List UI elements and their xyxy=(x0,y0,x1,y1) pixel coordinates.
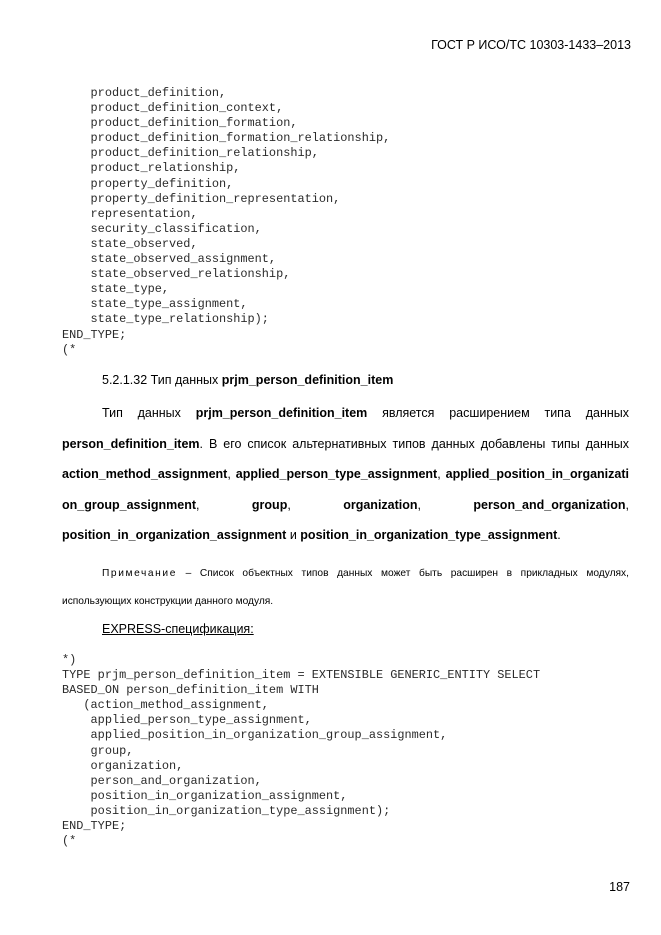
para-text: . В его список альтернативных типов данных добавлены типы данных xyxy=(199,436,629,451)
para-text: , xyxy=(625,497,629,512)
section-title-name: prjm_person_definition_item xyxy=(221,373,394,387)
description-paragraph xyxy=(62,398,629,551)
standard-header: ГОСТ Р ИСО/ТС 10303-1433–2013 xyxy=(431,38,631,52)
section-heading xyxy=(102,373,393,387)
type-name: person_and_organization xyxy=(473,497,626,512)
type-name: applied_position_in_organization_group_assignment xyxy=(62,467,629,512)
para-text: , xyxy=(417,497,422,512)
express-spec-label: EXPRESS-спецификация: xyxy=(102,622,254,636)
para-text: Тип данных xyxy=(102,406,181,420)
type-name: action_method_assignment xyxy=(62,467,228,482)
type-name: organization xyxy=(343,497,418,512)
para-text: и xyxy=(289,528,297,543)
section-title-prefix: Тип данных xyxy=(150,373,219,387)
page-number: 187 xyxy=(609,880,630,894)
type-name: position_in_organization_assignment xyxy=(62,528,287,543)
type-name: position_in_organization_type_assignment xyxy=(300,528,558,543)
note-paragraph xyxy=(62,560,629,616)
para-text: , xyxy=(227,467,231,482)
para-text: , xyxy=(287,497,291,512)
note-text: – Список объектных типов данных может быть расширен в прикладных модулях, использующих конструкции данного модуля. xyxy=(62,568,629,607)
section-number: 5.2.1.32 xyxy=(102,373,148,387)
type-name: person_definition_item xyxy=(62,436,200,451)
para-text: , xyxy=(196,497,200,512)
para-text: . xyxy=(557,528,561,543)
para-text: , xyxy=(437,467,441,482)
type-name: group xyxy=(251,497,288,512)
express-code-block-1: product_definition, product_definition_context, product_definition_formation, product_definition_formation_relationship, product_definition_relationship, product_relationship, property_definition, property_definition_representation, representation, security_classification, state_observed, state_observed_assignment, state_observed_relationship, state_type, state_type_assignment, state_type_relationship); END_TYPE; (* xyxy=(62,86,391,357)
express-code-block-2: *) TYPE prjm_person_definition_item = EXTENSIBLE GENERIC_ENTITY SELECT BASED_ON person_definition_item WITH (action_method_assignment, applied_person_type_assignment, applied_position_in_organization_group_assignment, group, organization, person_and_organization, position_in_organization_assignment, position_in_organization_type_assignment); END_TYPE; (* xyxy=(62,653,541,849)
para-text: является расширением типа данных xyxy=(382,406,629,420)
type-name: applied_person_type_assignment xyxy=(235,467,438,482)
note-label: Примечание xyxy=(102,568,177,579)
type-name: prjm_person_definition_item xyxy=(195,406,368,420)
